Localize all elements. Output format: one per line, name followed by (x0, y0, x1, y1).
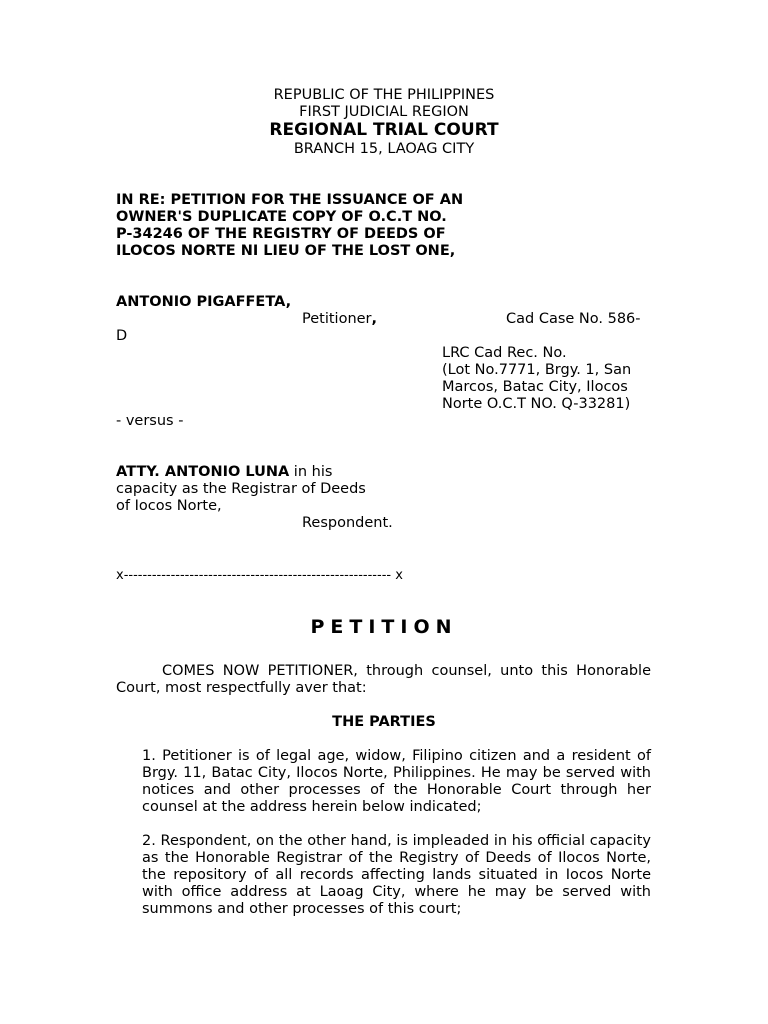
intro-paragraph: COMES NOW PETITIONER, through counsel, unto this Honorable Court, most respectfully aver that: (116, 663, 651, 696)
respondent-line-1 (116, 464, 332, 481)
petitioner-role-comma: , (371, 311, 378, 327)
respondent-desc: in his (289, 464, 333, 480)
respondent-line-2: capacity as the Registrar of Deeds (116, 481, 366, 497)
lrc-line-2: (Lot No.7771, Brgy. 1, San (442, 362, 632, 378)
respondent-role: Respondent. (302, 515, 393, 531)
document-title: PETITION (310, 616, 458, 638)
versus: - versus - (116, 413, 184, 429)
in-re-line-2: OWNER'S DUPLICATE COPY OF O.C.T NO. (116, 209, 447, 225)
lrc-line-3: Marcos, Batac City, Ilocos (442, 379, 628, 395)
petitioner-role-label: Petitioner (302, 311, 372, 327)
cad-case-suffix: D (116, 328, 128, 344)
header-branch: BRANCH 15, LAOAG CITY (293, 141, 475, 157)
petitioner-role (302, 311, 377, 328)
lrc-line-1: LRC Cad Rec. No. (442, 345, 567, 361)
section-heading: THE PARTIES (332, 714, 436, 730)
header-republic: REPUBLIC OF THE PHILIPPINES (273, 87, 495, 103)
in-re-line-4: ILOCOS NORTE NI LIEU OF THE LOST ONE, (116, 243, 456, 259)
header-court: REGIONAL TRIAL COURT (269, 120, 499, 140)
respondent-name: ATTY. ANTONIO LUNA (116, 464, 290, 480)
respondent-line-3: of Iocos Norte, (116, 498, 222, 514)
caption-separator: x--------------------------------------------------------- x (116, 568, 403, 583)
cad-case-number: Cad Case No. 586- (506, 311, 641, 327)
paragraph-1: 1. Petitioner is of legal age, widow, Filipino citizen and a resident of Brgy. 11, Batac City, Ilocos Norte, Philippines. He may be served with notices and other processes of the Honorable Court through her counsel at the address herein below indicated; (142, 748, 651, 815)
in-re-line-1: IN RE: PETITION FOR THE ISSUANCE OF AN (116, 192, 464, 208)
lrc-line-4: Norte O.C.T NO. Q-33281) (442, 396, 631, 412)
paragraph-2: 2. Respondent, on the other hand, is impleaded in his official capacity as the Honorable Registrar of the Registry of Deeds of Ilocos Norte, the repository of all records affecting lands situated in Iocos Norte with office address at Laoag City, where he may be served with summons and other processes of this court; (142, 833, 651, 917)
in-re-line-3: P-34246 OF THE REGISTRY OF DEEDS OF (116, 226, 446, 242)
petitioner-name: ANTONIO PIGAFFETA, (116, 294, 292, 310)
header-region: FIRST JUDICIAL REGION (299, 104, 469, 120)
